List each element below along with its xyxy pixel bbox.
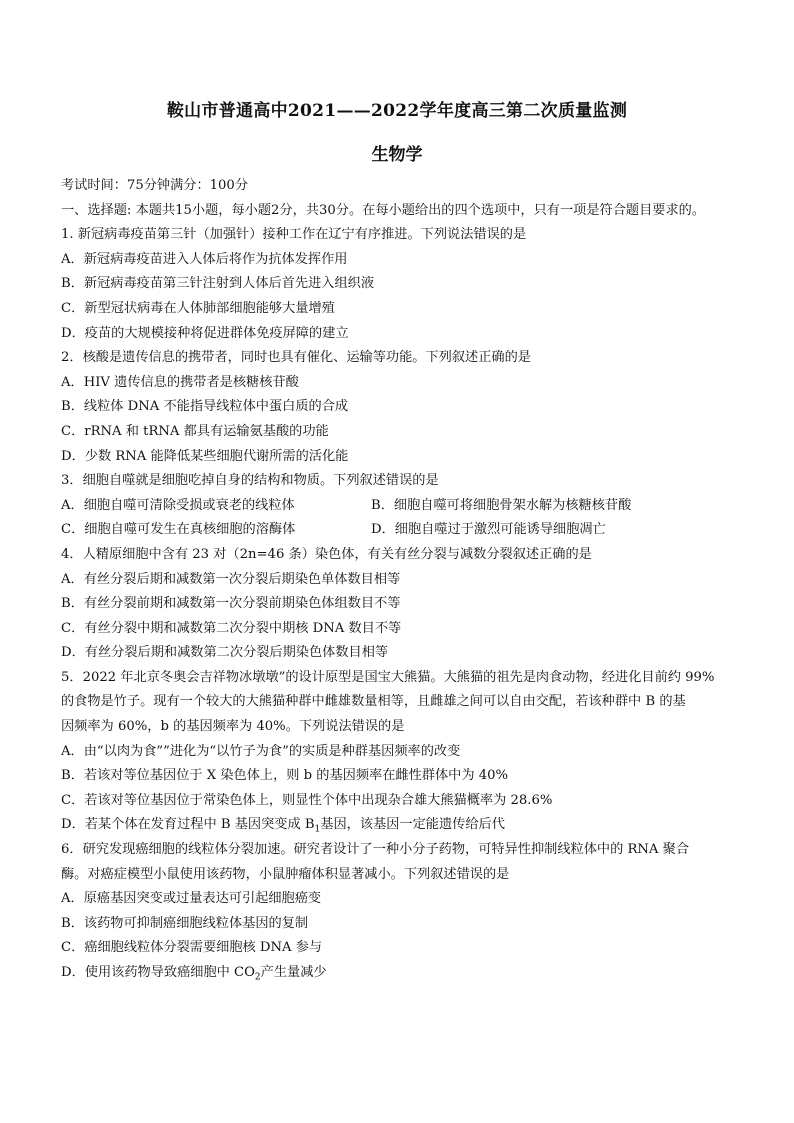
question-5 [61,666,733,838]
option-b: B．该药物可抑制癌细胞线粒体基因的复制 [61,915,309,931]
option-b: B．有丝分裂前期和减数第一次分裂前期染色体组数目不等 [61,596,401,612]
option-d-text: D．若某个体在发育过程中 B 基因突变成 B [61,817,315,833]
option-d-text-end: 基因，该基因一定能遗传给后代 [320,817,505,833]
question-stem: 1. 新冠病毒疫苗第三针（加强针）接种工作在辽宁有序推进。下列说法错误的是 [61,227,527,243]
exam-title: 鞍山市普通高中2021——2022学年度高三第二次质量监测 [166,101,628,121]
option-d: D．有丝分裂后期和减数第二次分裂后期染色体数目相等 [61,645,389,661]
section-heading: 一、选择题: 本题共15小题，每小题2分，共30分。在每小题给出的四个选项中，只有一项是符合题目要求的。 [61,202,706,218]
option-d-text: D．使用该药物导致癌细胞中 CO [61,965,255,980]
option-c: C．rRNA 和 tRNA 都具有运输氨基酸的功能 [61,423,329,439]
option-d: D．疫苗的大规模接种将促进群体免疫屏障的建立 [61,325,349,341]
subject-title: 生物学 [371,145,423,165]
option-d-text-end: 产生量减少 [260,965,327,980]
question-stem-line-2: 的食物是竹子。现有一个较大的大熊猫种群中雌雄数量相等，且雌雄之间可以自由交配，若该种群中 B 的基 [61,694,686,710]
subscript: 2 [254,972,261,983]
option-a: A．原癌基因突变或过量表达可引起细胞癌变 [61,891,322,907]
question-stem-line-1: 5．2022 年北京冬奥会吉祥物冰墩墩”的设计原型是国宝大熊猫。大熊猫的祖先是肉食动物，经进化目前约 99% [61,669,715,685]
question-2 [61,346,733,469]
option-d [61,813,733,838]
option-b: B．若该对等位基因位于 X 染色体上，则 b 的基因频率在雌性群体中为 40% [61,768,509,784]
option-c: C．有丝分裂中期和减数第二次分裂中期核 DNA 数目不等 [61,620,402,636]
question-stem-line-3: 因频率为 60%，b 的基因频率为 40%。下列说法错误的是 [61,719,405,735]
question-stem: 4．人精原细胞中含有 23 对（2n=46 条）染色体，有关有丝分裂与减数分裂叙述正确的是 [61,546,592,562]
option-a: A．有丝分裂后期和减数第一次分裂后期染色单体数目相等 [61,571,401,587]
option-c: C．新型冠状病毒在人体肺部细胞能够大量增殖 [61,300,335,316]
question-stem: 3．细胞自噬就是细胞吃掉自身的结构和物质。下列叙述错误的是 [61,473,439,489]
option-d [61,961,733,986]
option-b: B．线粒体 DNA 不能指导线粒体中蛋白质的合成 [61,399,349,415]
option-row [61,518,733,543]
exam-info: 考试时间：75分钟满分：100分 [61,178,249,193]
option-b: B．新冠病毒疫苗第三针注射到人体后首先进入组织液 [61,276,375,292]
question-stem: 2．核酸是遗传信息的携带者，同时也具有催化、运输等功能。下列叙述正确的是 [61,350,531,366]
option-c: C．若该对等位基因位于常染色体上，则显性个体中出现杂合雄大熊猫概率为 28.6% [61,792,553,808]
exam-body [61,174,733,986]
question-stem-line-2: 酶。对癌症模型小鼠使用该药物，小鼠肿瘤体积显著减小。下列叙述错误的是 [61,866,510,882]
option-a: A．细胞自噬可清除受损或衰老的线粒体 [61,497,295,513]
option-b: B．细胞自噬可将细胞骨架水解为核糖核苷酸 [371,497,632,513]
subscript: 1 [314,825,321,836]
option-row [61,494,733,519]
question-3 [61,469,733,543]
option-a: A．由“以肉为食””进化为“以竹子为食”的实质是种群基因频率的改变 [61,743,461,759]
question-stem-line-1: 6．研究发现癌细胞的线粒体分裂加速。研究者设计了一种小分子药物，可特异性抑制线粒体中的 RNA 聚合 [61,842,690,858]
option-c: C．癌细胞线粒体分裂需要细胞核 DNA 参与 [61,940,323,956]
question-1 [61,223,733,346]
option-d: D．细胞自噬过于激烈可能诱导细胞凋亡 [371,522,606,538]
option-c: C．细胞自噬可发生在真核细胞的溶酶体 [61,522,296,538]
option-a: A．HIV 遗传信息的携带者是核糖核苷酸 [61,374,299,390]
question-4 [61,543,733,666]
option-a: A．新冠病毒疫苗进入人体后将作为抗体发挥作用 [61,251,348,267]
question-6 [61,838,733,986]
option-d: D．少数 RNA 能降低某些细胞代谢所需的活化能 [61,448,349,464]
